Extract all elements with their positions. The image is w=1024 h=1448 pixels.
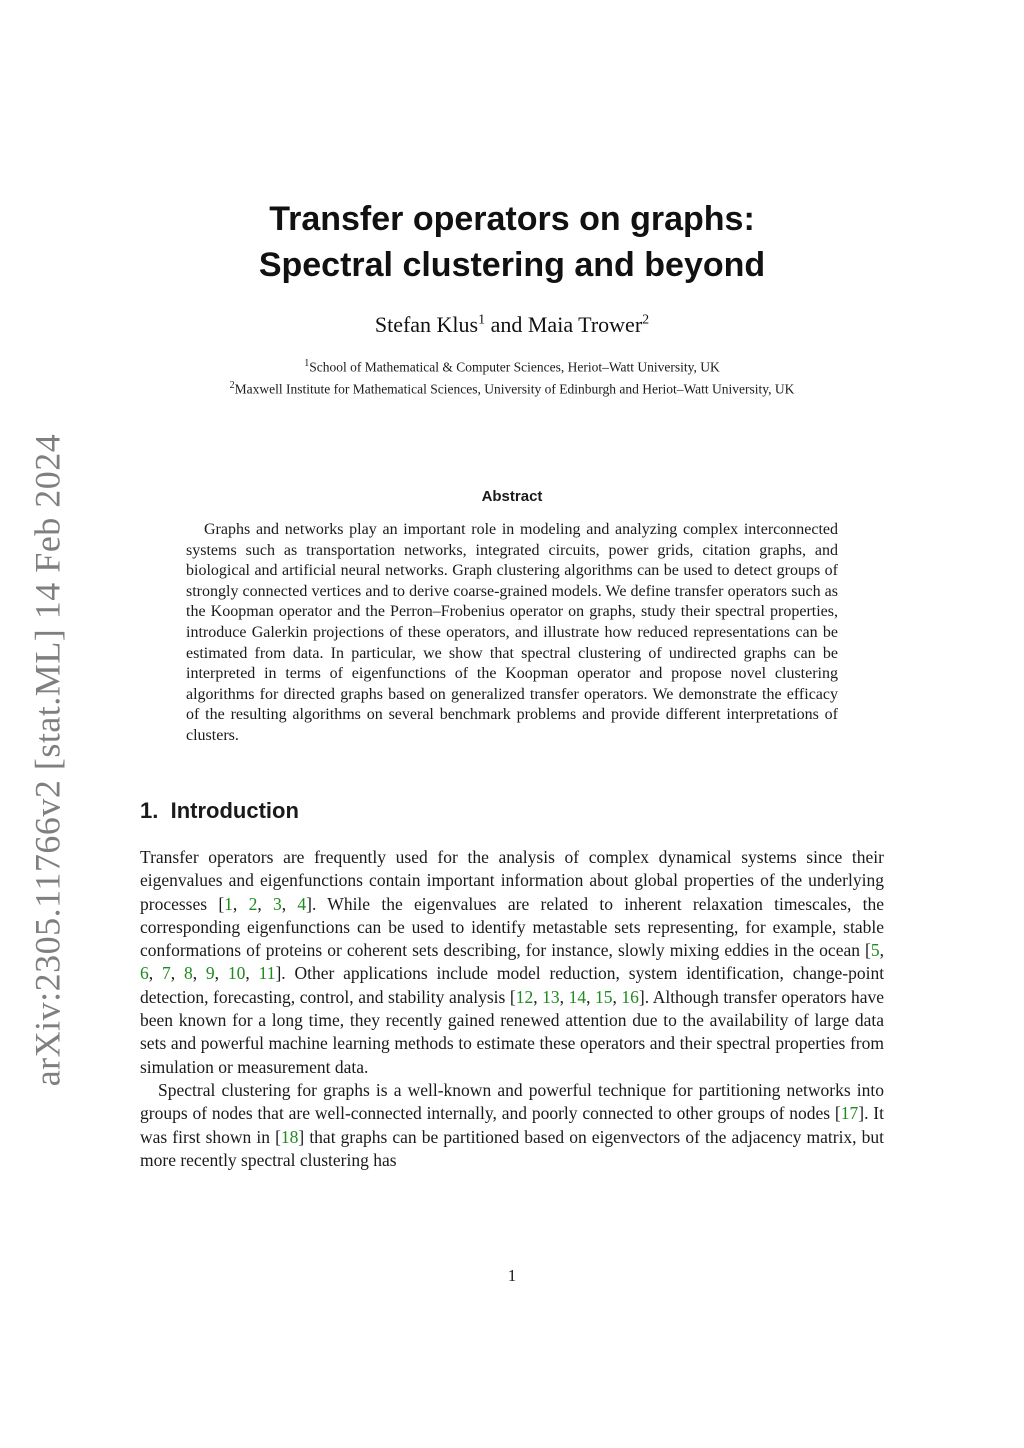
paragraph-text: Transfer operators are frequently used for the analysis of complex dynamical systems since their eigenvalues and eigenfunctions contain important information about global properties of the underlying processes [	[140, 847, 884, 914]
paragraph-text: ,	[533, 986, 543, 1007]
citation-link[interactable]: 13	[542, 986, 560, 1007]
author-2-affiliation-mark: 2	[642, 312, 650, 328]
citation-link[interactable]: 8	[183, 963, 193, 984]
paragraph-text: ,	[586, 986, 595, 1007]
arxiv-identifier-stamp	[12, 433, 82, 1087]
citation-link[interactable]: 15	[594, 986, 613, 1007]
citation-link[interactable]: 7	[161, 963, 171, 984]
paper-title	[0, 196, 1024, 288]
citation-link[interactable]: 10	[227, 963, 246, 984]
abstract-heading: Abstract	[481, 488, 543, 505]
section-heading	[140, 798, 299, 824]
paragraph-text: ,	[281, 893, 298, 914]
citation-link[interactable]: 18	[280, 1126, 299, 1147]
paragraph-text: ,	[214, 963, 228, 984]
paragraph-text: ,	[612, 986, 622, 1007]
paragraph-text: ,	[192, 963, 206, 984]
title-line-1: Transfer operators on graphs:	[269, 200, 755, 238]
citation-link[interactable]: 6	[140, 963, 149, 984]
paragraph-text: ]. Although transfer operators have been known for a long time, they recently gained renewed attention due to the availability of large data sets and powerful machine learning methods to estimate these operators and their spectral properties from simulation or measurement data.	[140, 986, 885, 1077]
section-number: 1.	[140, 798, 159, 823]
affiliation-1	[0, 355, 1024, 377]
affiliation-1-mark: 1	[304, 358, 310, 369]
paragraph-text: ,	[245, 963, 259, 984]
citation-link[interactable]: 14	[568, 986, 587, 1007]
citation-link[interactable]: 12	[515, 986, 534, 1007]
paragraph-text: ] that graphs can be partitioned based on eigenvectors of the adjacency matrix, but more recently spectral clustering has	[140, 1126, 885, 1170]
author-name-2: Maia Trower	[527, 312, 643, 337]
affiliation-2-mark: 2	[229, 379, 235, 391]
paragraph-text: ]. While the eigenvalues are related to inherent relaxation timescales, the corresponding eigenfunctions can be used to identify metastable sets representing, for example, stable conformations of proteins or coherent sets describing, for instance, slowly mixing eddies in the ocean [	[140, 893, 885, 961]
page-number: 1	[507, 1266, 517, 1285]
paragraph-text: ]. It was first shown in [	[140, 1103, 884, 1147]
paragraph-text: ,	[170, 963, 184, 984]
affiliation-2-text: Maxwell Institute for Mathematical Sciences, University of Edinburgh and Heriot–Watt University, UK	[234, 381, 795, 396]
affiliation-list	[0, 355, 1024, 398]
paragraph-text: ,	[232, 893, 249, 914]
intro-paragraph-1	[140, 846, 884, 1079]
paragraph-text: ,	[559, 986, 569, 1007]
citation-link[interactable]: 16	[621, 986, 639, 1007]
introduction-body	[140, 846, 884, 1172]
citation-link[interactable]: 1	[224, 893, 233, 914]
intro-paragraph-2	[140, 1079, 884, 1172]
paragraph-text: ,	[148, 963, 162, 984]
title-line-2: Spectral clustering and beyond	[258, 246, 766, 284]
citation-link[interactable]: 17	[840, 1103, 859, 1124]
citation-link[interactable]: 5	[870, 940, 880, 961]
author-1-affiliation-mark: 1	[478, 312, 486, 328]
affiliation-2	[0, 377, 1024, 399]
paragraph-text: ]. Other applications include model reduction, system identification, change-point detection, forecasting, control, and stability analysis [	[140, 963, 885, 1007]
arxiv-identifier-text: arXiv:2305.11766v2 [stat.ML] 14 Feb 2024	[27, 433, 68, 1087]
paragraph-text: ,	[257, 893, 273, 914]
citation-link[interactable]: 3	[272, 893, 282, 914]
section-title: Introduction	[170, 798, 299, 823]
paragraph-text: Spectral clustering for graphs is a well-known and powerful technique for partitioning networks into groups of nodes that are well-connected internally, and poorly connected to other groups of nodes [	[140, 1079, 884, 1124]
author-conjunction: and	[490, 312, 523, 337]
paragraph-text: ,	[879, 940, 884, 961]
citation-link[interactable]: 11	[258, 963, 276, 984]
citation-link[interactable]: 9	[205, 963, 215, 984]
author-list	[0, 312, 1024, 338]
affiliation-1-text: School of Mathematical & Computer Sciences, Heriot–Watt University, UK	[309, 359, 720, 375]
abstract-text: Graphs and networks play an important role in modeling and analyzing complex interconnected systems such as transportation networks, integrated circuits, power grids, citation graphs, and biological and artificial neural networks. Graph clustering algorithms can be used to detect groups of strongly connected vertices and to derive coarse-grained models. We define transfer operators such as the Koopman operator and the Perron–Frobenius operator on graphs, study their spectral properties, introduce Galerkin projections of these operators, and illustrate how reduced representations can be estimated from data. In particular, we show that spectral clustering of undirected graphs can be interpreted in terms of eigenfunctions of the Koopman operator and propose novel clustering algorithms for directed graphs based on generalized transfer operators. We demonstrate the efficacy of the resulting algorithms on several benchmark problems and provide different interpretations of clusters.	[186, 521, 838, 744]
author-name-1: Stefan Klus	[374, 312, 479, 337]
citation-link[interactable]: 4	[297, 893, 307, 914]
citation-link[interactable]: 2	[248, 893, 258, 914]
